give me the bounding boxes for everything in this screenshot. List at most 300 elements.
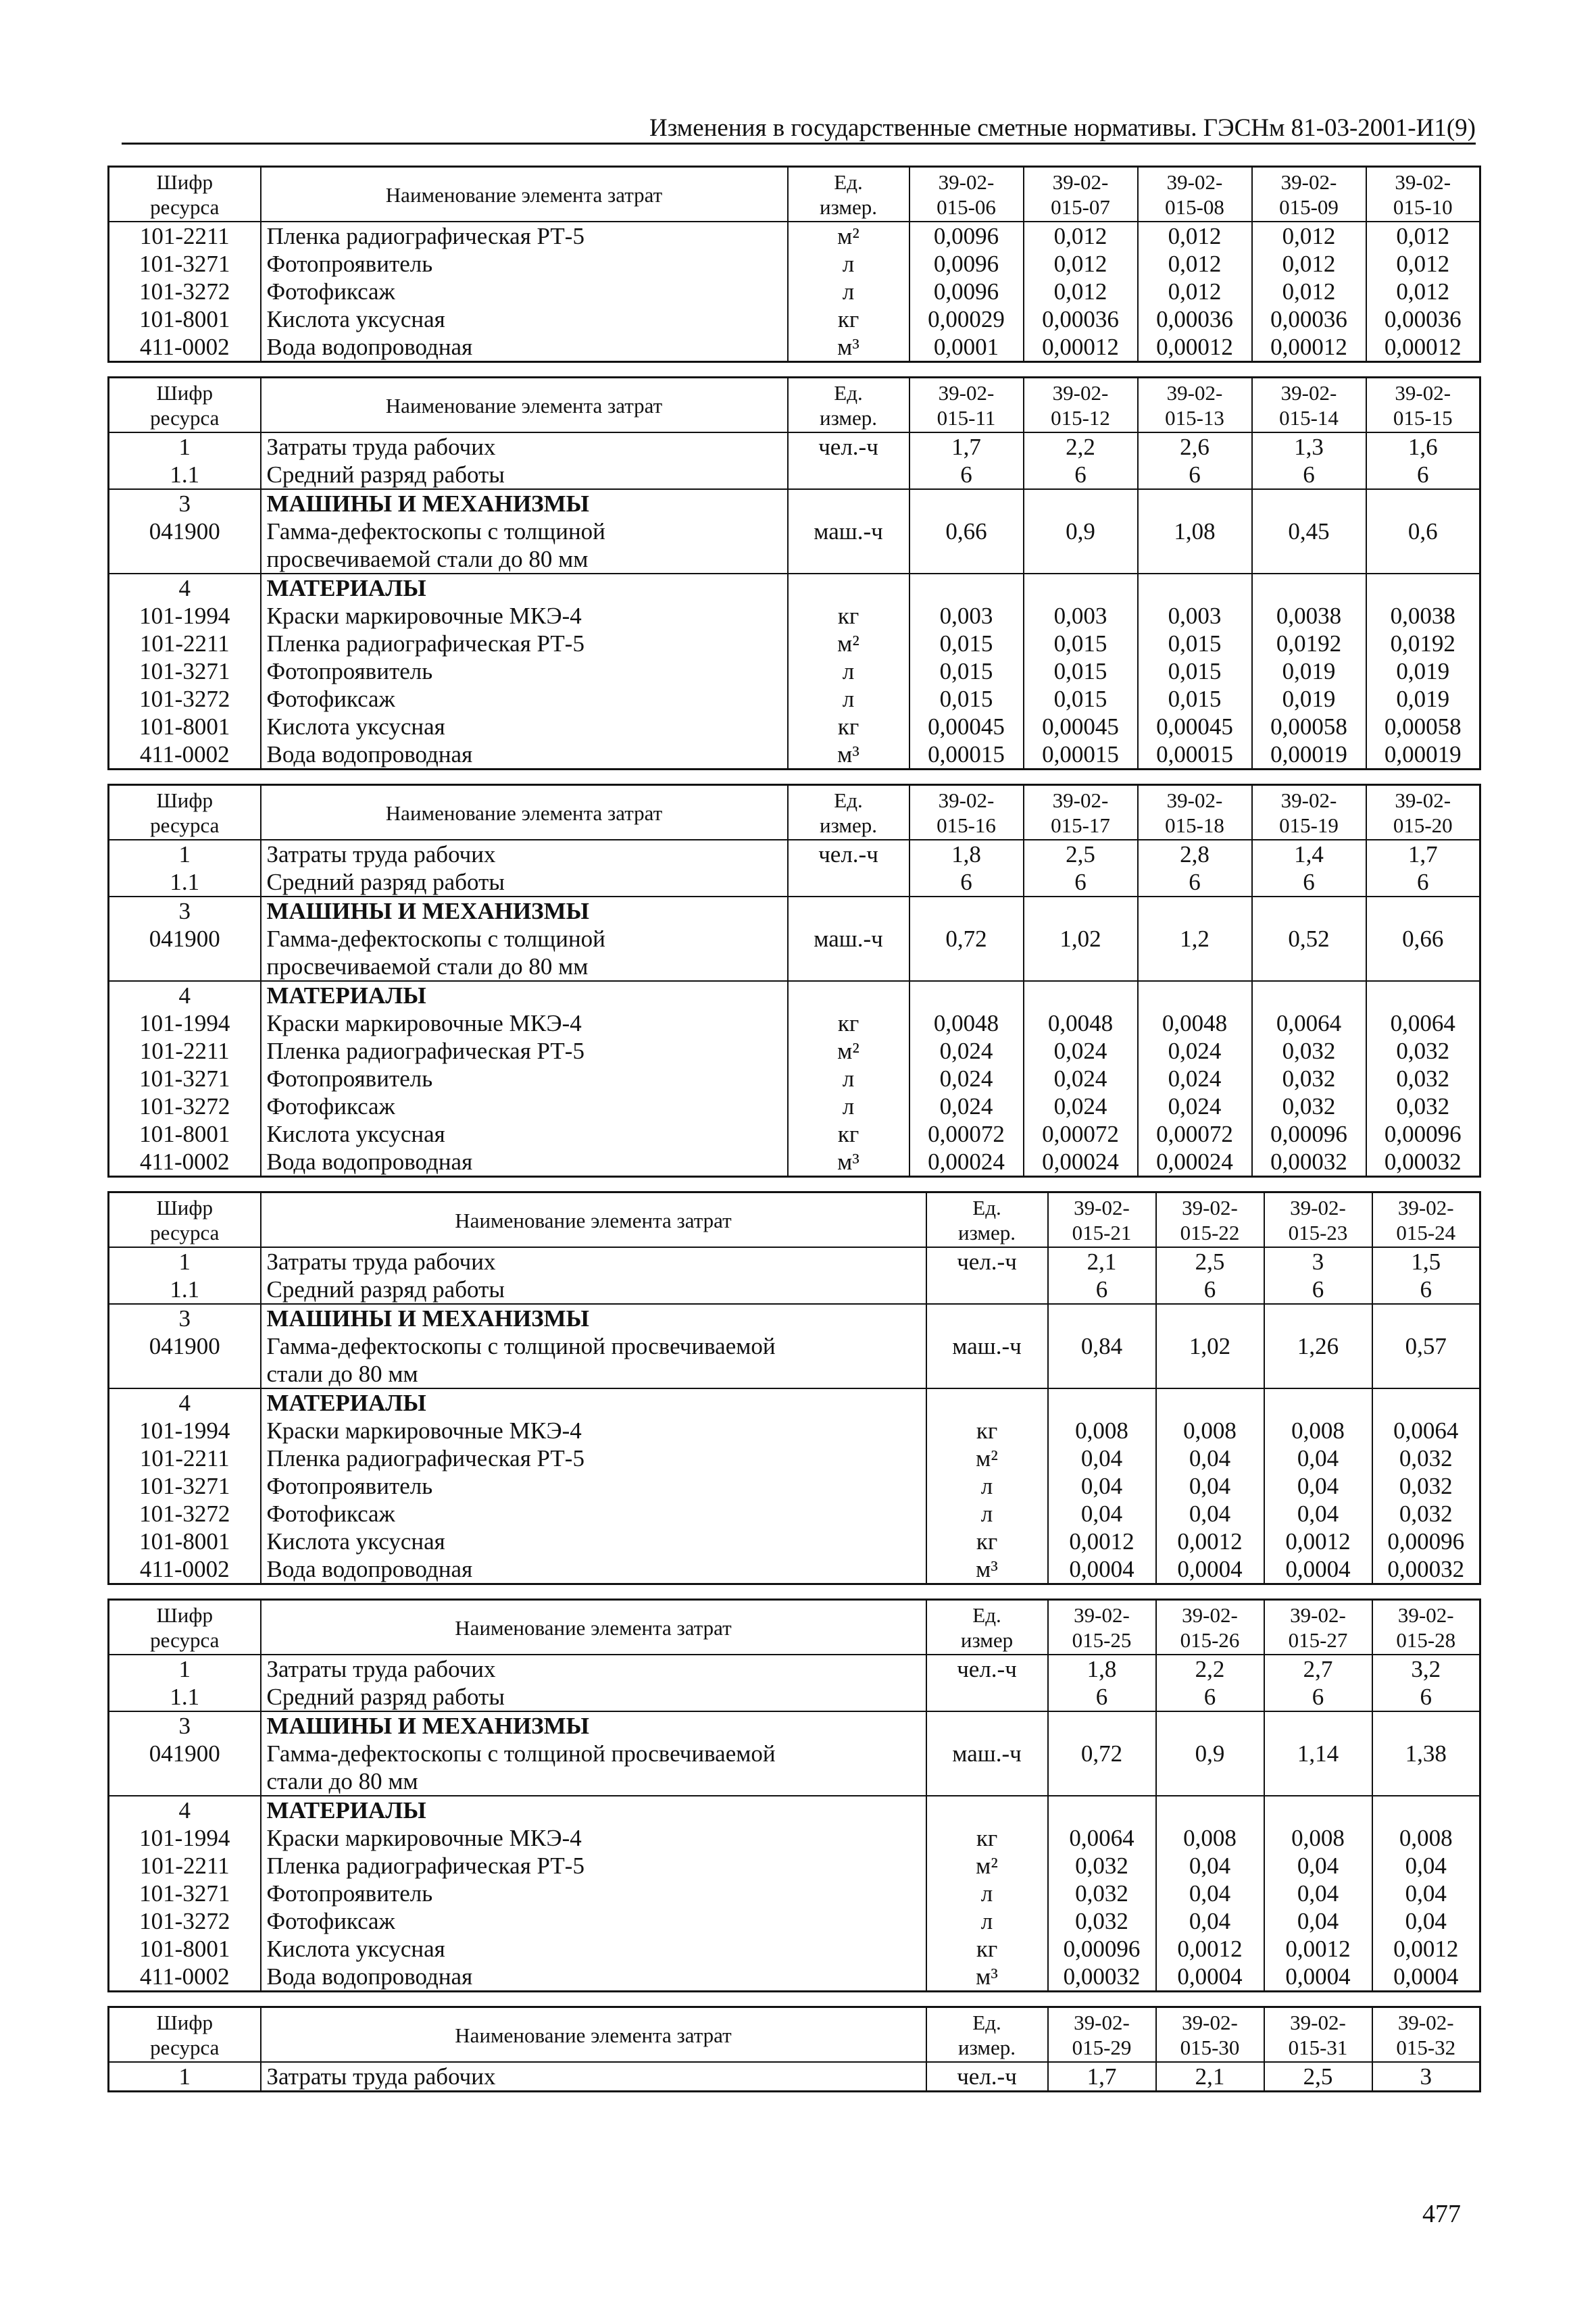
- empty-cell: [1372, 1388, 1480, 1417]
- norm-table-4: [107, 1191, 1481, 1585]
- empty-cell: [1372, 1711, 1480, 1740]
- row-value: 6: [1252, 461, 1366, 489]
- row-value: 0,00015: [1138, 740, 1252, 770]
- header-unit-line2: измер.: [957, 2036, 1016, 2059]
- empty-cell: [1372, 1796, 1480, 1824]
- table-row: [109, 222, 1480, 250]
- row-value: 0,012: [1138, 222, 1252, 250]
- header-norm-prefix: 39-02-: [1395, 170, 1451, 194]
- row-value: 1,3: [1252, 432, 1366, 461]
- material-row: [109, 1555, 1480, 1584]
- material-row: [109, 713, 1480, 740]
- row-value: 0,024: [909, 1092, 1024, 1120]
- row-value: 0,04: [1264, 1880, 1372, 1907]
- row-name: Пленка радиографическая РТ-5: [261, 630, 788, 657]
- row-value: 0,012: [1366, 278, 1480, 305]
- row-value: 3: [1264, 1247, 1372, 1276]
- row-value: 6: [1252, 868, 1366, 897]
- row-value: 1,6: [1366, 432, 1480, 461]
- row-value: 0,04: [1156, 1880, 1264, 1907]
- header-code-line2: ресурса: [150, 195, 220, 219]
- row-unit: кг: [788, 602, 909, 630]
- row-code: 101-3272: [109, 1500, 261, 1528]
- row-code: 101-3271: [109, 657, 261, 685]
- row-value: 2,5: [1156, 1247, 1264, 1276]
- row-name: [261, 925, 788, 981]
- row-value: 0,012: [1366, 250, 1480, 278]
- row-value: 0,0004: [1372, 1963, 1480, 1992]
- row-unit: м²: [926, 1444, 1048, 1472]
- empty-cell: [1024, 574, 1138, 602]
- row-value: 0,00096: [1252, 1120, 1366, 1148]
- empty-cell: [909, 574, 1024, 602]
- empty-cell: [1264, 1711, 1372, 1740]
- row-unit: кг: [926, 1528, 1048, 1555]
- row-value: 0,00096: [1372, 1528, 1480, 1555]
- row-unit: кг: [926, 1417, 1048, 1444]
- row-unit: [788, 868, 909, 897]
- row-value: 0,032: [1048, 1907, 1156, 1935]
- row-value: 0,008: [1156, 1417, 1264, 1444]
- empty-cell: [1024, 897, 1138, 925]
- row-value: 0,012: [1024, 222, 1138, 250]
- row-value: 0,0004: [1156, 1555, 1264, 1584]
- header-code-cell: [109, 167, 261, 222]
- header-norm-prefix: 39-02-: [1074, 1603, 1130, 1627]
- empty-cell: [1138, 981, 1252, 1009]
- header-norm-column: [1372, 1192, 1480, 1248]
- row-value: 6: [1366, 461, 1480, 489]
- header-norm-number: 015-22: [1180, 1221, 1240, 1244]
- material-row: [109, 1500, 1480, 1528]
- row-value: 0,012: [1138, 250, 1252, 278]
- row-value: 0,66: [909, 518, 1024, 574]
- row-value: 0,032: [1366, 1065, 1480, 1092]
- header-norm-column: [1366, 785, 1480, 840]
- header-norm-prefix: 39-02-: [1166, 381, 1223, 405]
- empty-cell: [1048, 1711, 1156, 1740]
- table-row: [109, 305, 1480, 333]
- row-value: 0,003: [1138, 602, 1252, 630]
- machine-item-row: [109, 925, 1480, 981]
- header-unit-line2: измер.: [819, 406, 878, 430]
- row-code: 101-3272: [109, 685, 261, 713]
- header-norm-prefix: 39-02-: [1052, 170, 1109, 194]
- section-code: 4: [109, 574, 261, 602]
- section-title: МАШИНЫ И МЕХАНИЗМЫ: [261, 489, 788, 518]
- row-value: 0,008: [1156, 1824, 1264, 1852]
- row-value: 0,019: [1366, 685, 1480, 713]
- row-value: 0,72: [1048, 1740, 1156, 1796]
- row-value: 2,1: [1048, 1247, 1156, 1276]
- row-value: 0,019: [1252, 685, 1366, 713]
- row-value: 6: [1138, 461, 1252, 489]
- row-value: 1,14: [1264, 1740, 1372, 1796]
- section-title: МАШИНЫ И МЕХАНИЗМЫ: [261, 1711, 926, 1740]
- row-code: 101-3271: [109, 1065, 261, 1092]
- row-code: 411-0002: [109, 333, 261, 362]
- row-value: 0,015: [1024, 685, 1138, 713]
- grade-row: [109, 1683, 1480, 1711]
- row-unit: м²: [788, 222, 909, 250]
- row-name: Затраты труда рабочих: [261, 1247, 926, 1276]
- row-value: 0,04: [1048, 1472, 1156, 1500]
- row-unit: л: [788, 657, 909, 685]
- row-value: 0,012: [1138, 278, 1252, 305]
- row-value: 0,04: [1264, 1852, 1372, 1880]
- row-code: 101-8001: [109, 1528, 261, 1555]
- row-unit: чел.-ч: [788, 840, 909, 868]
- material-row: [109, 1935, 1480, 1963]
- row-code: 1.1: [109, 461, 261, 489]
- section-title: МАТЕРИАЛЫ: [261, 574, 788, 602]
- table-row: [109, 278, 1480, 305]
- header-norm-number: 015-25: [1072, 1628, 1132, 1652]
- header-unit-line2: измер: [960, 1628, 1014, 1652]
- row-value: 0,04: [1264, 1444, 1372, 1472]
- row-value: 0,024: [1138, 1037, 1252, 1065]
- header-norm-number: 015-15: [1393, 406, 1453, 430]
- header-code-cell: [109, 785, 261, 840]
- row-value: 0,04: [1048, 1444, 1156, 1472]
- row-value: 0,0064: [1048, 1824, 1156, 1852]
- row-code: 101-2211: [109, 1444, 261, 1472]
- row-name-line2: просвечиваемой стали до 80 мм: [266, 953, 589, 980]
- row-unit: м³: [788, 740, 909, 770]
- empty-cell: [1252, 897, 1366, 925]
- header-norm-number: 015-10: [1393, 195, 1453, 219]
- header-unit-line1: Ед.: [834, 381, 863, 405]
- header-name-cell: Наименование элемента затрат: [261, 1600, 926, 1655]
- header-name-cell: Наименование элемента затрат: [261, 2007, 926, 2063]
- material-row: [109, 1880, 1480, 1907]
- row-name-line1: Гамма-дефектоскопы с толщиной просвечиваемой: [266, 1740, 776, 1767]
- running-head: Изменения в государственные сметные нормативы. ГЭСНм 81-03-2001-И1(9): [649, 114, 1476, 142]
- row-unit: м²: [788, 630, 909, 657]
- row-value: 0,015: [1024, 630, 1138, 657]
- section-code: 4: [109, 981, 261, 1009]
- row-value: 0,0001: [909, 333, 1024, 362]
- row-value: 6: [1264, 1683, 1372, 1711]
- row-name-line1: Гамма-дефектоскопы с толщиной просвечиваемой: [266, 1333, 776, 1359]
- empty-cell: [1156, 1304, 1264, 1332]
- row-value: 0,00036: [1366, 305, 1480, 333]
- header-norm-column: [1366, 378, 1480, 433]
- empty-cell: [926, 1796, 1048, 1824]
- row-value: 0,0048: [1024, 1009, 1138, 1037]
- section-title: МАТЕРИАЛЫ: [261, 1388, 926, 1417]
- row-code: 411-0002: [109, 1555, 261, 1584]
- empty-cell: [1264, 1388, 1372, 1417]
- header-norm-prefix: 39-02-: [1280, 381, 1337, 405]
- empty-cell: [1366, 981, 1480, 1009]
- row-code: 101-3271: [109, 250, 261, 278]
- material-row: [109, 602, 1480, 630]
- row-value: 0,00045: [1024, 713, 1138, 740]
- row-name: Фотопроявитель: [261, 1880, 926, 1907]
- section-title: МАШИНЫ И МЕХАНИЗМЫ: [261, 897, 788, 925]
- material-row: [109, 1472, 1480, 1500]
- grade-row: [109, 461, 1480, 489]
- row-name: Вода водопроводная: [261, 1555, 926, 1584]
- labor-row: [109, 840, 1480, 868]
- header-norm-prefix: 39-02-: [1395, 788, 1451, 812]
- row-value: 6: [909, 868, 1024, 897]
- row-value: 0,024: [1024, 1065, 1138, 1092]
- row-value: 0,00036: [1024, 305, 1138, 333]
- row-code: 101-3272: [109, 278, 261, 305]
- machines-section-row: [109, 1304, 1480, 1332]
- row-value: 0,0192: [1252, 630, 1366, 657]
- row-value: 0,032: [1252, 1092, 1366, 1120]
- header-norm-column: [1138, 378, 1252, 433]
- row-name: Затраты труда рабочих: [261, 840, 788, 868]
- header-norm-column: [909, 785, 1024, 840]
- row-value: 0,66: [1366, 925, 1480, 981]
- row-value: 0,0038: [1366, 602, 1480, 630]
- material-row: [109, 1148, 1480, 1177]
- row-value: 6: [1024, 868, 1138, 897]
- row-name: Кислота уксусная: [261, 1120, 788, 1148]
- header-unit-line1: Ед.: [834, 170, 863, 194]
- header-unit-line1: Ед.: [972, 1603, 1001, 1627]
- header-norm-number: 015-19: [1279, 813, 1339, 837]
- row-unit: л: [926, 1472, 1048, 1500]
- row-name: Вода водопроводная: [261, 1963, 926, 1992]
- row-value: 3,2: [1372, 1655, 1480, 1683]
- header-norm-prefix: 39-02-: [1182, 1603, 1238, 1627]
- material-row: [109, 1009, 1480, 1037]
- row-unit: м²: [926, 1852, 1048, 1880]
- row-value: 0,00012: [1252, 333, 1366, 362]
- row-value: 0,04: [1156, 1907, 1264, 1935]
- row-unit: м³: [788, 1148, 909, 1177]
- row-value: 0,024: [1024, 1037, 1138, 1065]
- header-name-cell: Наименование элемента затрат: [261, 785, 788, 840]
- material-row: [109, 1065, 1480, 1092]
- row-name: Краски маркировочные МКЭ-4: [261, 602, 788, 630]
- machines-section-row: [109, 489, 1480, 518]
- empty-cell: [909, 897, 1024, 925]
- row-value: 0,9: [1156, 1740, 1264, 1796]
- row-value: 0,00036: [1252, 305, 1366, 333]
- row-value: 0,00015: [909, 740, 1024, 770]
- row-value: 2,6: [1138, 432, 1252, 461]
- row-value: 6: [1372, 1276, 1480, 1304]
- header-norm-column: [1264, 1600, 1372, 1655]
- row-value: 0,00024: [1024, 1148, 1138, 1177]
- header-norm-number: 015-32: [1396, 2036, 1456, 2059]
- materials-section-row: [109, 1796, 1480, 1824]
- row-name: Кислота уксусная: [261, 305, 788, 333]
- row-value: 6: [1138, 868, 1252, 897]
- header-norm-column: [1024, 378, 1138, 433]
- material-row: [109, 1092, 1480, 1120]
- row-value: 0,00019: [1252, 740, 1366, 770]
- row-name: Фотопроявитель: [261, 250, 788, 278]
- row-code: 101-3272: [109, 1907, 261, 1935]
- header-unit-cell: [788, 785, 909, 840]
- row-value: 0,00015: [1024, 740, 1138, 770]
- empty-cell: [1252, 981, 1366, 1009]
- empty-cell: [1366, 574, 1480, 602]
- row-value: 0,0012: [1048, 1528, 1156, 1555]
- header-unit-cell: [788, 378, 909, 433]
- row-name: Фотофиксаж: [261, 1907, 926, 1935]
- row-unit: л: [788, 278, 909, 305]
- header-norm-number: 015-13: [1165, 406, 1224, 430]
- row-code: 101-1994: [109, 1009, 261, 1037]
- empty-cell: [1252, 489, 1366, 518]
- row-name: Фотопроявитель: [261, 657, 788, 685]
- row-value: 6: [909, 461, 1024, 489]
- row-name: Пленка радиографическая РТ-5: [261, 1852, 926, 1880]
- header-norm-number: 015-30: [1180, 2036, 1240, 2059]
- row-name: Кислота уксусная: [261, 1528, 926, 1555]
- row-value: 0,0064: [1372, 1417, 1480, 1444]
- row-value: 0,032: [1048, 1880, 1156, 1907]
- row-value: 0,024: [909, 1065, 1024, 1092]
- row-name: [261, 1740, 926, 1796]
- row-value: 0,032: [1366, 1037, 1480, 1065]
- empty-cell: [1138, 897, 1252, 925]
- row-name: Краски маркировочные МКЭ-4: [261, 1009, 788, 1037]
- row-unit: маш.-ч: [926, 1332, 1048, 1388]
- row-value: 0,0004: [1264, 1555, 1372, 1584]
- row-value: 6: [1048, 1683, 1156, 1711]
- row-unit: л: [788, 1092, 909, 1120]
- row-name: Фотофиксаж: [261, 278, 788, 305]
- empty-cell: [1264, 1796, 1372, 1824]
- header-unit-line2: измер.: [819, 813, 878, 837]
- row-value: 0,00012: [1366, 333, 1480, 362]
- row-value: 0,015: [1138, 630, 1252, 657]
- empty-cell: [1048, 1304, 1156, 1332]
- row-value: 0,0012: [1372, 1935, 1480, 1963]
- row-value: 0,00072: [1138, 1120, 1252, 1148]
- row-value: 0,012: [1252, 222, 1366, 250]
- header-code-line1: Шифр: [156, 1603, 213, 1627]
- header-code-line1: Шифр: [156, 170, 213, 194]
- empty-cell: [788, 574, 909, 602]
- row-code: 411-0002: [109, 740, 261, 770]
- header-norm-prefix: 39-02-: [1052, 381, 1109, 405]
- header-norm-number: 015-23: [1288, 1221, 1348, 1244]
- row-code: 101-2211: [109, 1037, 261, 1065]
- row-name-line2: стали до 80 мм: [266, 1361, 418, 1387]
- row-value: 1,8: [1048, 1655, 1156, 1683]
- row-code: 1: [109, 1247, 261, 1276]
- header-code-cell: [109, 1600, 261, 1655]
- row-unit: [788, 461, 909, 489]
- row-value: 0,032: [1252, 1037, 1366, 1065]
- header-norm-column: [1156, 1192, 1264, 1248]
- header-unit-line2: измер.: [819, 195, 878, 219]
- header-norm-number: 015-07: [1051, 195, 1110, 219]
- header-code-line1: Шифр: [156, 788, 213, 812]
- row-unit: м²: [788, 1037, 909, 1065]
- header-norm-column: [1252, 785, 1366, 840]
- row-name: [261, 518, 788, 574]
- empty-cell: [788, 981, 909, 1009]
- row-value: 0,012: [1252, 278, 1366, 305]
- row-unit: л: [788, 1065, 909, 1092]
- row-value: 1,7: [909, 432, 1024, 461]
- row-value: 0,04: [1156, 1500, 1264, 1528]
- empty-cell: [1156, 1388, 1264, 1417]
- row-name-line2: стали до 80 мм: [266, 1768, 418, 1794]
- row-unit: л: [926, 1880, 1048, 1907]
- row-code: 411-0002: [109, 1148, 261, 1177]
- header-code-line1: Шифр: [156, 2011, 213, 2034]
- row-name: Краски маркировочные МКЭ-4: [261, 1417, 926, 1444]
- empty-cell: [788, 489, 909, 518]
- row-value: 0,00045: [909, 713, 1024, 740]
- row-value: 0,012: [1366, 222, 1480, 250]
- header-norm-number: 015-17: [1051, 813, 1110, 837]
- row-value: 0,00024: [909, 1148, 1024, 1177]
- header-unit-cell: [926, 2007, 1048, 2063]
- row-value: 0,00072: [909, 1120, 1024, 1148]
- row-value: 0,04: [1264, 1472, 1372, 1500]
- header-norm-prefix: 39-02-: [1397, 2011, 1454, 2034]
- row-value: 0,015: [1138, 685, 1252, 713]
- material-row: [109, 1824, 1480, 1852]
- empty-cell: [1138, 574, 1252, 602]
- row-name: Вода водопроводная: [261, 740, 788, 770]
- row-value: 0,84: [1048, 1332, 1156, 1388]
- row-unit: [926, 1276, 1048, 1304]
- row-value: 0,00012: [1138, 333, 1252, 362]
- empty-cell: [1048, 1796, 1156, 1824]
- row-unit: кг: [788, 1009, 909, 1037]
- row-value: 0,008: [1048, 1417, 1156, 1444]
- material-row: [109, 685, 1480, 713]
- row-value: 0,032: [1366, 1092, 1480, 1120]
- row-value: 0,015: [909, 657, 1024, 685]
- empty-cell: [909, 489, 1024, 518]
- row-value: 0,0048: [1138, 1009, 1252, 1037]
- grade-row: [109, 1276, 1480, 1304]
- row-name: Пленка радиографическая РТ-5: [261, 1444, 926, 1472]
- header-norm-column: [1264, 1192, 1372, 1248]
- material-row: [109, 1963, 1480, 1992]
- header-code-line2: ресурса: [150, 2036, 220, 2059]
- header-unit-line1: Ед.: [972, 2011, 1001, 2034]
- row-unit: кг: [926, 1935, 1048, 1963]
- header-norm-prefix: 39-02-: [1280, 170, 1337, 194]
- row-unit: чел.-ч: [926, 2062, 1048, 2092]
- header-unit-cell: [926, 1600, 1048, 1655]
- row-value: 0,0038: [1252, 602, 1366, 630]
- header-norm-prefix: 39-02-: [1166, 170, 1223, 194]
- header-norm-prefix: 39-02-: [938, 170, 995, 194]
- row-unit: чел.-ч: [926, 1655, 1048, 1683]
- row-code: 101-2211: [109, 222, 261, 250]
- empty-cell: [1372, 1304, 1480, 1332]
- row-value: 0,012: [1024, 250, 1138, 278]
- row-code: 1.1: [109, 1276, 261, 1304]
- row-unit: л: [926, 1500, 1048, 1528]
- row-name: Фотофиксаж: [261, 1092, 788, 1120]
- header-name-cell: Наименование элемента затрат: [261, 167, 788, 222]
- row-code: 101-1994: [109, 602, 261, 630]
- row-name: Фотопроявитель: [261, 1065, 788, 1092]
- header-norm-column: [1156, 2007, 1264, 2063]
- empty-cell: [1252, 574, 1366, 602]
- row-value: 0,015: [1138, 657, 1252, 685]
- norm-tables-area: [107, 166, 1479, 2106]
